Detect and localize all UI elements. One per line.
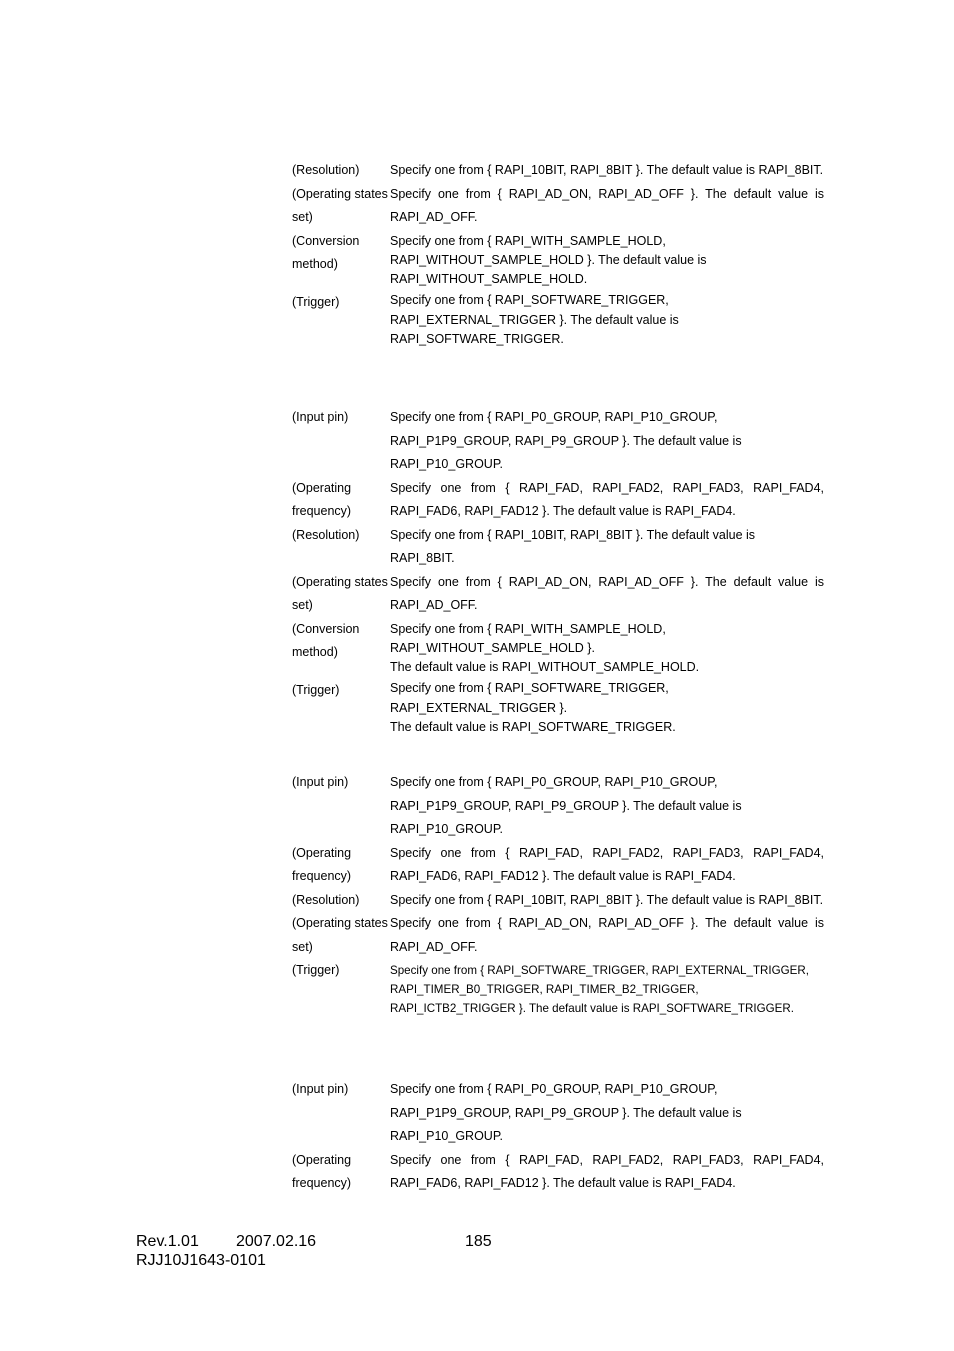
param-description: Specify one from { RAPI_P0_GROUP, RAPI_P10_GROUP, RAPI_P1P9_GROUP, RAPI_P9_GROUP }. The default value is RAPI_P10_GROUP. — [390, 775, 742, 836]
param-row — [292, 524, 824, 571]
param-description: Specify one from { RAPI_AD_ON, RAPI_AD_OFF }. The default value is RAPI_AD_OFF. — [390, 916, 824, 954]
param-label: (Conversion method) — [292, 621, 360, 659]
param-row — [292, 183, 824, 230]
param-label: (Resolution) — [292, 163, 360, 177]
param-row — [292, 679, 824, 739]
footer-date: 2007.02.16 — [236, 1233, 317, 1250]
param-description: Specify one from { RAPI_10BIT, RAPI_8BIT }. The default value is RAPI_8BIT. — [390, 527, 756, 565]
param-label: (Input pin) — [292, 775, 349, 789]
footer-doc-number: RJJ10J1643-0101 — [136, 1252, 266, 1269]
param-label: (Operating frequency) — [292, 1152, 352, 1190]
param-row — [292, 912, 824, 959]
param-description: Specify one from { RAPI_FAD, RAPI_FAD2, RAPI_FAD3, RAPI_FAD4, RAPI_FAD6, RAPI_FAD12 }. The default value is RAPI_FAD4. — [390, 845, 824, 883]
param-label: (Resolution) — [292, 892, 360, 907]
param-label: (Trigger) — [292, 295, 340, 310]
param-row — [292, 477, 824, 524]
param-description: Specify one from { RAPI_AD_ON, RAPI_AD_OFF }. The default value is RAPI_AD_OFF. — [390, 574, 824, 612]
param-description: Specify one from { RAPI_AD_ON, RAPI_AD_OFF }. The default value is RAPI_AD_OFF. — [390, 186, 824, 224]
param-label: (Operating frequency) — [292, 845, 352, 883]
param-label: (Operating states set) — [292, 574, 388, 612]
param-description: Specify one from { RAPI_FAD, RAPI_FAD2, RAPI_FAD3, RAPI_FAD4, RAPI_FAD6, RAPI_FAD12 }. The default value is RAPI_FAD4. — [390, 1152, 824, 1190]
param-label: (Conversion method) — [292, 233, 360, 271]
param-description: Specify one from { RAPI_P0_GROUP, RAPI_P10_GROUP, RAPI_P1P9_GROUP, RAPI_P9_GROUP }. The default value is RAPI_P10_GROUP. — [390, 410, 742, 471]
param-row — [292, 159, 824, 183]
param-row — [292, 291, 824, 351]
param-row — [292, 406, 824, 477]
param-description: Specify one from { RAPI_SOFTWARE_TRIGGER, RAPI_EXTERNAL_TRIGGER }. The default value is RAPI_SOFTWARE_TRIGGER. — [390, 293, 679, 346]
param-row — [292, 230, 824, 292]
param-row — [292, 571, 824, 618]
param-description: Specify one from { RAPI_FAD, RAPI_FAD2, RAPI_FAD3, RAPI_FAD4, RAPI_FAD6, RAPI_FAD12 }. The default value is RAPI_FAD4. — [390, 480, 824, 518]
param-label: (Operating states set) — [292, 916, 388, 954]
param-label: (Input pin) — [292, 1082, 349, 1096]
param-description: Specify one from { RAPI_P0_GROUP, RAPI_P10_GROUP, RAPI_P1P9_GROUP, RAPI_P9_GROUP }. The default value is RAPI_P10_GROUP. — [390, 1082, 742, 1143]
param-row — [292, 959, 824, 1018]
param-label: (Trigger) — [292, 963, 340, 977]
param-section-3 — [292, 771, 824, 1018]
param-description: Specify one from { RAPI_SOFTWARE_TRIGGER, RAPI_EXTERNAL_TRIGGER }. The default value is RAPI_SOFTWARE_TRIGGER. — [390, 681, 676, 734]
param-description: Specify one from { RAPI_WITH_SAMPLE_HOLD, RAPI_WITHOUT_SAMPLE_HOLD }. The default value is RAPI_WITHOUT_SAMPLE_HOLD. — [390, 233, 707, 287]
param-label: (Resolution) — [292, 527, 360, 542]
param-description: Specify one from { RAPI_10BIT, RAPI_8BIT }. The default value is RAPI_8BIT. — [390, 163, 824, 177]
param-row — [292, 889, 824, 913]
param-section-4 — [292, 1078, 824, 1196]
param-section-1 — [292, 159, 824, 351]
param-description: Specify one from { RAPI_SOFTWARE_TRIGGER, RAPI_EXTERNAL_TRIGGER, RAPI_TIMER_B0_TRIGGER, RAPI_TIMER_B2_TRIGGER, RAPI_ICTB2_TRIGGER }. The default value is RAPI_SOFTWARE_TRIGGER. — [390, 964, 809, 1015]
param-row — [292, 1149, 824, 1196]
page-number: 185 — [465, 1233, 492, 1250]
param-row — [292, 1078, 824, 1149]
param-label: (Trigger) — [292, 683, 340, 698]
param-row — [292, 771, 824, 842]
param-row — [292, 618, 824, 680]
param-row — [292, 842, 824, 889]
param-section-2 — [292, 406, 824, 739]
param-label: (Operating frequency) — [292, 480, 352, 518]
footer-revision: Rev.1.01 — [136, 1233, 199, 1250]
param-label: (Operating states set) — [292, 186, 388, 224]
param-description: Specify one from { RAPI_WITH_SAMPLE_HOLD, RAPI_WITHOUT_SAMPLE_HOLD }. The default value is RAPI_WITHOUT_SAMPLE_HOLD. — [390, 621, 700, 675]
param-description: Specify one from { RAPI_10BIT, RAPI_8BIT }. The default value is RAPI_8BIT. — [390, 892, 824, 907]
param-label: (Input pin) — [292, 410, 349, 424]
